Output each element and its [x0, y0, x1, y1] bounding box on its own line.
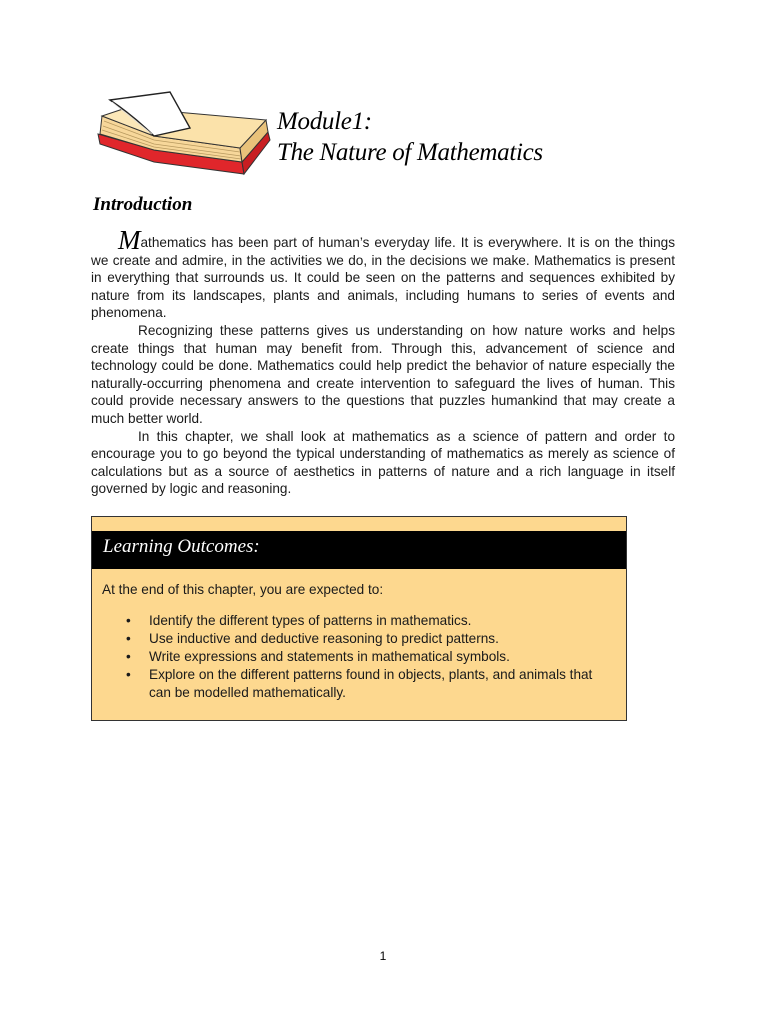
- learning-outcomes-list: [92, 612, 626, 702]
- open-book-icon: [92, 90, 276, 186]
- learning-outcomes-title: Learning Outcomes:: [103, 536, 260, 557]
- introduction-body: [91, 225, 675, 498]
- page-number: 1: [379, 949, 387, 963]
- introduction-paragraph-1: [91, 225, 675, 322]
- module-label: Module1:: [277, 108, 372, 135]
- learning-outcomes-header: [92, 531, 626, 569]
- introduction-paragraph-3: In this chapter, we shall look at mathematics as a science of pattern and order to encourage you to go beyond the typical understanding of mathematics as merely as science of calculations but as a source of aesthetics in patterns of nature and a rich language in itself governed by logic and reasoning.: [91, 428, 675, 497]
- introduction-heading: Introduction: [93, 194, 193, 215]
- module-title: [277, 106, 543, 168]
- module-subtitle: The Nature of Mathematics: [277, 139, 543, 166]
- learning-outcomes-intro: At the end of this chapter, you are expected to:: [102, 582, 384, 597]
- list-item: • Write expressions and statements in mathematical symbols.: [92, 648, 626, 666]
- list-item: • Use inductive and deductive reasoning to predict patterns.: [92, 630, 626, 648]
- paragraph-1-text: athematics has been part of human’s everyday life. It is everywhere. It is on the things we create and admire, in the activities we do, in the decisions we make. Mathematics is present in everything that surrounds us. It could be seen on the patterns and sequences exhibited by nature from its landscapes, plants and animals, including humans to series of events and phenomena.: [91, 235, 675, 321]
- list-item: • Explore on the different patterns found in objects, plants, and animals that can be modelled mathematically.: [92, 666, 626, 702]
- list-item: • Identify the different types of patterns in mathematics.: [92, 612, 626, 630]
- drop-cap: M: [118, 225, 141, 255]
- learning-outcomes-box: [91, 516, 627, 721]
- introduction-paragraph-2: Recognizing these patterns gives us understanding on how nature works and helps create things that human may benefit from. Through this, advancement of science and technology could be done. Mathematics could help predict the behavior of nature especially the naturally-occurring phenomena and create intervention to safeguard the lives of human. This could provide necessary answers to the questions that puzzles humankind that may create a much better world.: [91, 322, 675, 426]
